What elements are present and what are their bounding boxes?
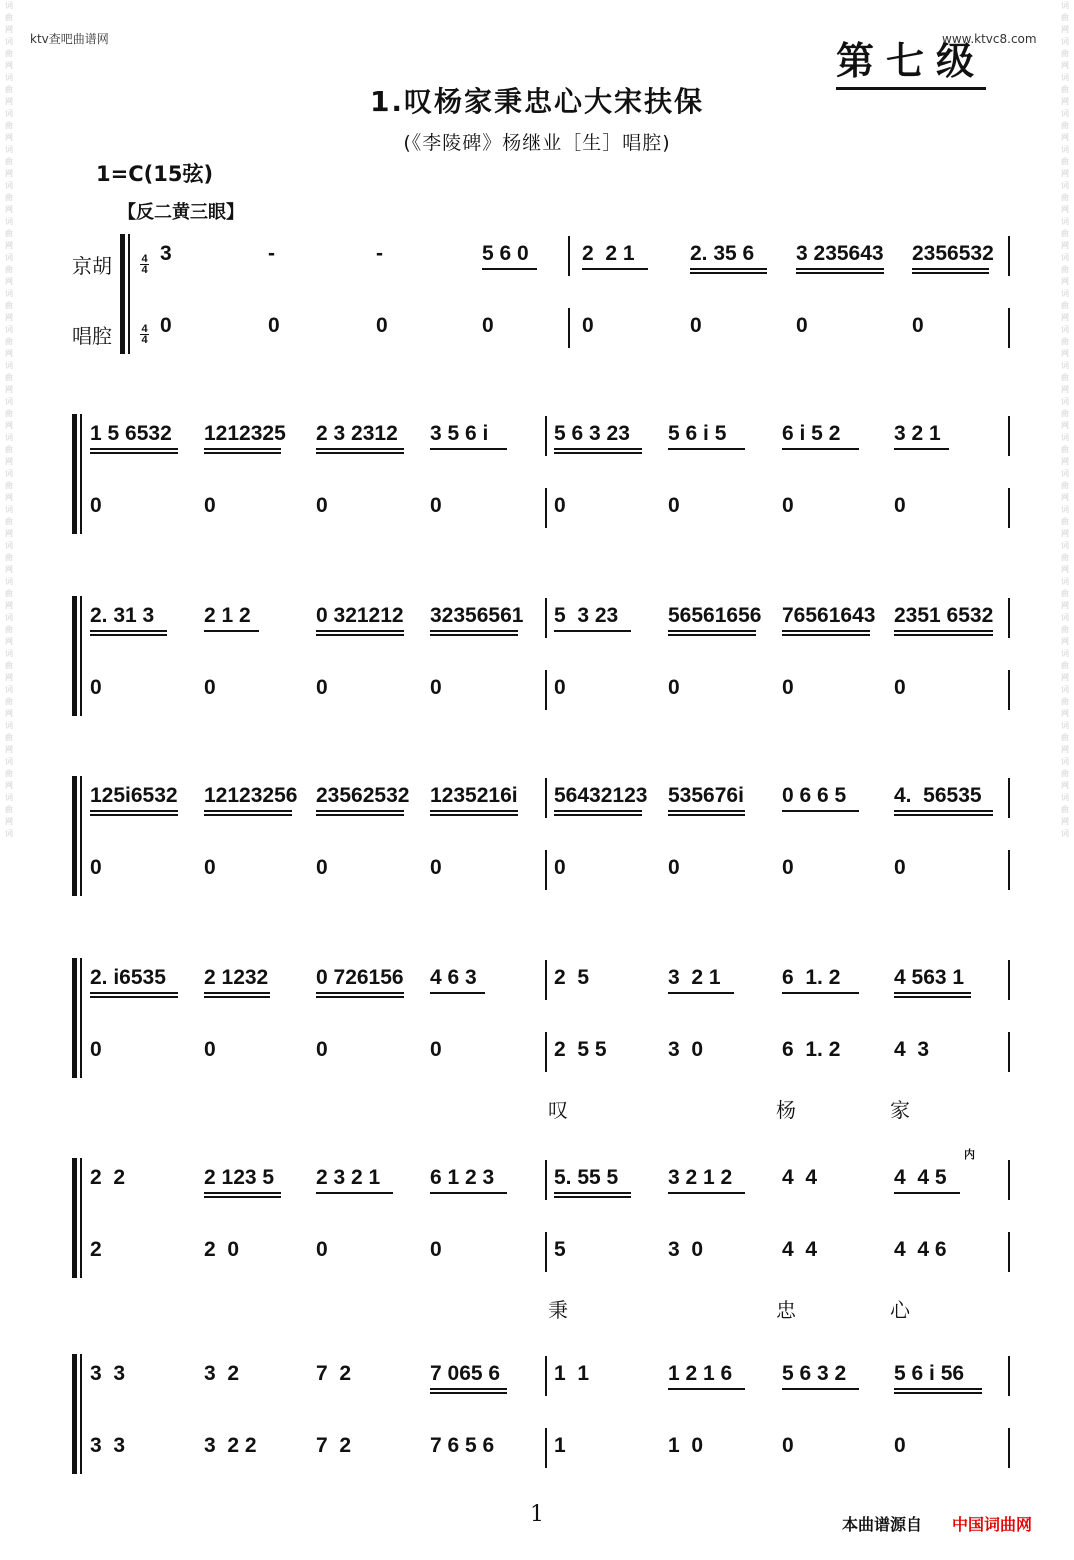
jinghu-measure-beat: 3 2 1 xyxy=(668,966,721,989)
key-signature: 1=C(15弦) xyxy=(96,162,214,186)
changqiang-measure-beat: 0 xyxy=(268,314,280,337)
changqiang-measure-beat: 7 6 5 6 xyxy=(430,1434,495,1457)
beam-underline xyxy=(554,814,642,816)
system-bracket xyxy=(72,958,77,1078)
jinghu-measure-beat: - xyxy=(376,242,383,265)
barline xyxy=(545,960,547,1000)
changqiang-measure-beat: 0 xyxy=(430,494,442,517)
system-bracket-inner xyxy=(80,958,82,1078)
beam-underline xyxy=(204,1196,281,1198)
beam-underline xyxy=(894,814,993,816)
jinghu-measure-beat: 1 1 xyxy=(554,1362,590,1385)
lyric-char: 叹 xyxy=(548,1098,568,1122)
changqiang-measure-beat: 0 xyxy=(430,1238,442,1261)
beam-underline xyxy=(894,448,949,450)
beam-underline xyxy=(912,272,989,274)
changqiang-measure-beat: 0 xyxy=(668,494,680,517)
changqiang-measure-beat: 0 xyxy=(204,494,216,517)
song-title: 1.叹杨家秉忠心大宋扶保 xyxy=(369,85,705,118)
jinghu-measure-beat: 4 4 5 xyxy=(894,1166,947,1189)
beam-underline xyxy=(668,1388,745,1390)
jinghu-measure-beat: 1235216i xyxy=(430,784,518,807)
system-bracket xyxy=(72,414,77,534)
jinghu-measure-beat: 0 321212 xyxy=(316,604,404,627)
beam-underline xyxy=(316,630,404,632)
changqiang-measure-beat: 2 xyxy=(90,1238,102,1261)
changqiang-measure-beat: 0 xyxy=(204,856,216,879)
jinghu-measure-beat: 0 726156 xyxy=(316,966,404,989)
changqiang-measure-beat: 0 xyxy=(430,676,442,699)
beam-underline xyxy=(668,810,745,812)
beam-underline xyxy=(690,272,767,274)
beam-underline xyxy=(430,1392,507,1394)
performance-mark: 内 xyxy=(964,1148,975,1161)
beam-underline xyxy=(316,810,404,812)
source-site-link[interactable]: 中国词曲网 xyxy=(952,1515,1033,1534)
page-number: 1 xyxy=(530,1502,544,1527)
changqiang-measure-beat: 2 5 5 xyxy=(554,1038,607,1061)
changqiang-measure-beat: 0 xyxy=(430,856,442,879)
changqiang-measure-beat: 0 xyxy=(90,856,102,879)
jinghu-measure-beat: 1 5 6532 xyxy=(90,422,172,445)
jinghu-measure-beat: 2356532 xyxy=(912,242,994,265)
barline xyxy=(1008,1032,1010,1072)
beam-underline xyxy=(782,630,870,632)
watermark-right: 词 曲 网 词 曲 网 词 曲 网 词 曲 网 词 曲 网 词 曲 网 词 曲 网 词 曲 网 词 曲 网 词 曲 网 词 曲 网 词 曲 网 词 曲 网 词 曲 网 词 曲 网 词 曲 网 词 曲 网 词 曲 网 词 曲 网 词 曲 网 词 曲 网 词 曲 网 词 曲 网 词 xyxy=(1061,1,1069,838)
beam-underline xyxy=(90,630,167,632)
beam-underline xyxy=(690,268,767,270)
barline xyxy=(1008,236,1010,276)
jinghu-measure-beat: 3 2 xyxy=(204,1362,240,1385)
barline xyxy=(545,1428,547,1468)
jinghu-measure-beat: 23562532 xyxy=(316,784,410,807)
changqiang-measure-beat: 3 0 xyxy=(668,1238,704,1261)
beam-underline xyxy=(430,810,518,812)
time-signature-jinghu: 4 4 xyxy=(141,253,148,276)
jinghu-measure-beat: 76561643 xyxy=(782,604,876,627)
jinghu-measure-beat: 32356561 xyxy=(430,604,524,627)
barline xyxy=(545,670,547,710)
changqiang-measure-beat: 2 0 xyxy=(204,1238,240,1261)
beam-underline xyxy=(430,1192,507,1194)
barline xyxy=(1008,598,1010,638)
changqiang-measure-beat: 0 xyxy=(582,314,594,337)
jinghu-measure-beat: 2 2 1 xyxy=(582,242,635,265)
barline xyxy=(1008,308,1010,348)
system-bracket xyxy=(72,596,77,716)
changqiang-measure-beat: 0 xyxy=(894,494,906,517)
changqiang-measure-beat: 1 xyxy=(554,1434,566,1457)
changqiang-measure-beat: 0 xyxy=(894,676,906,699)
jinghu-measure-beat: 5 6 i 5 xyxy=(668,422,727,445)
beam-underline xyxy=(554,448,642,450)
changqiang-measure-beat: 0 xyxy=(316,1038,328,1061)
barline xyxy=(545,778,547,818)
changqiang-measure-beat: 0 xyxy=(554,494,566,517)
jinghu-measure-beat: 4. 56535 xyxy=(894,784,982,807)
beam-underline xyxy=(894,630,993,632)
changqiang-measure-beat: 3 2 2 xyxy=(204,1434,257,1457)
changqiang-measure-beat: 0 xyxy=(316,676,328,699)
beam-underline xyxy=(668,992,734,994)
changqiang-measure-beat: 3 0 xyxy=(668,1038,704,1061)
changqiang-measure-beat: 0 xyxy=(554,856,566,879)
changqiang-measure-beat: 0 xyxy=(782,1434,794,1457)
beam-underline xyxy=(668,630,756,632)
jinghu-measure-beat: 2 123 5 xyxy=(204,1166,275,1189)
changqiang-measure-beat: 0 xyxy=(90,1038,102,1061)
beam-underline xyxy=(668,634,756,636)
beam-underline xyxy=(316,634,404,636)
changqiang-measure-beat: 0 xyxy=(90,494,102,517)
beam-underline xyxy=(90,448,178,450)
beam-underline xyxy=(90,452,178,454)
beam-underline xyxy=(894,1388,982,1390)
beam-underline xyxy=(668,1192,745,1194)
beam-underline xyxy=(430,992,485,994)
lyric-char: 家 xyxy=(890,1098,910,1122)
beam-underline xyxy=(204,810,292,812)
beam-underline xyxy=(554,1192,631,1194)
jinghu-measure-beat: 2351 6532 xyxy=(894,604,994,627)
jinghu-measure-beat: 3 2 1 xyxy=(894,422,941,445)
site-name-top-left[interactable]: ktv查吧曲谱网 xyxy=(30,32,109,46)
changqiang-measure-beat: 0 xyxy=(376,314,388,337)
changqiang-measure-beat: 0 xyxy=(782,856,794,879)
changqiang-measure-beat: 3 3 xyxy=(90,1434,126,1457)
beam-underline xyxy=(894,634,993,636)
changqiang-measure-beat: 0 xyxy=(668,856,680,879)
changqiang-measure-beat: 0 xyxy=(430,1038,442,1061)
beam-underline xyxy=(894,992,971,994)
changqiang-measure-beat: 0 xyxy=(204,676,216,699)
barline xyxy=(545,416,547,456)
jinghu-measure-beat: 4 6 3 xyxy=(430,966,477,989)
changqiang-measure-beat: 0 xyxy=(894,1434,906,1457)
jinghu-measure-beat: 7 065 6 xyxy=(430,1362,501,1385)
beam-underline xyxy=(204,1192,281,1194)
changqiang-measure-beat: 5 xyxy=(554,1238,566,1261)
barline xyxy=(545,1160,547,1200)
jinghu-measure-beat: 3 xyxy=(160,242,172,265)
jinghu-measure-beat: 3 3 xyxy=(90,1362,126,1385)
barline xyxy=(568,308,570,348)
jinghu-measure-beat: 5 3 23 xyxy=(554,604,619,627)
changqiang-measure-beat: 0 xyxy=(316,494,328,517)
beam-underline xyxy=(796,268,884,270)
beam-underline xyxy=(316,452,404,454)
jinghu-measure-beat: 5 6 i 56 xyxy=(894,1362,965,1385)
beam-underline xyxy=(430,1388,507,1390)
part-label-jinghu: 京胡 xyxy=(72,254,112,278)
changqiang-measure-beat: 0 xyxy=(668,676,680,699)
beam-underline xyxy=(204,452,281,454)
barline xyxy=(568,236,570,276)
banqiang-label: 【反二黄三眼】 xyxy=(118,202,244,223)
beam-underline xyxy=(894,810,993,812)
jinghu-measure-beat: 2 2 xyxy=(90,1166,126,1189)
system-bracket xyxy=(72,1354,77,1474)
jinghu-measure-beat: 6 1. 2 xyxy=(782,966,841,989)
jinghu-measure-beat: 3 235643 xyxy=(796,242,884,265)
jinghu-measure-beat: 56561656 xyxy=(668,604,762,627)
jinghu-measure-beat: 2. 31 3 xyxy=(90,604,155,627)
jinghu-measure-beat: 2. i6535 xyxy=(90,966,166,989)
changqiang-measure-beat: 0 xyxy=(160,314,172,337)
jinghu-measure-beat: 5 6 3 23 xyxy=(554,422,630,445)
jinghu-measure-beat: 56432123 xyxy=(554,784,648,807)
site-url-top-right[interactable]: www.ktvc8.com xyxy=(942,32,1037,46)
beam-underline xyxy=(554,452,642,454)
beam-underline xyxy=(796,272,884,274)
song-subtitle: (《李陵碑》杨继业［生］唱腔) xyxy=(403,132,671,154)
jinghu-measure-beat: 4 563 1 xyxy=(894,966,965,989)
jinghu-measure-beat: 5 6 3 2 xyxy=(782,1362,847,1385)
changqiang-measure-beat: 0 xyxy=(316,856,328,879)
beam-underline xyxy=(430,634,518,636)
system-bracket xyxy=(120,234,125,354)
changqiang-measure-beat: 6 1. 2 xyxy=(782,1038,841,1061)
beam-underline xyxy=(90,996,178,998)
beam-underline xyxy=(90,810,178,812)
changqiang-measure-beat: 7 2 xyxy=(316,1434,352,1457)
changqiang-measure-beat: 0 xyxy=(894,856,906,879)
beam-underline xyxy=(316,814,404,816)
changqiang-measure-beat: 0 xyxy=(482,314,494,337)
barline xyxy=(1008,778,1010,818)
jinghu-measure-beat: 7 2 xyxy=(316,1362,352,1385)
jinghu-measure-beat: 3 5 6 i xyxy=(430,422,489,445)
barline xyxy=(545,598,547,638)
changqiang-measure-beat: 0 xyxy=(316,1238,328,1261)
beam-underline xyxy=(668,814,745,816)
beam-underline xyxy=(90,814,178,816)
beam-underline xyxy=(554,1196,631,1198)
beam-underline xyxy=(90,634,167,636)
system-bracket-inner xyxy=(80,596,82,716)
system-bracket-inner xyxy=(80,1158,82,1278)
beam-underline xyxy=(554,810,642,812)
beam-underline xyxy=(316,992,404,994)
barline xyxy=(545,488,547,528)
jinghu-measure-beat: 6 1 2 3 xyxy=(430,1166,495,1189)
jinghu-measure-beat: 2 3 2 1 xyxy=(316,1166,381,1189)
beam-underline xyxy=(894,1392,982,1394)
jinghu-measure-beat: 3 2 1 2 xyxy=(668,1166,733,1189)
beam-underline xyxy=(204,448,281,450)
jinghu-measure-beat: 4 4 xyxy=(782,1166,818,1189)
beam-underline xyxy=(204,814,292,816)
beam-underline xyxy=(782,992,859,994)
changqiang-measure-beat: 0 xyxy=(782,676,794,699)
system-bracket-inner xyxy=(80,414,82,534)
jinghu-measure-beat: 2. 35 6 xyxy=(690,242,755,265)
beam-underline xyxy=(316,1192,393,1194)
jinghu-measure-beat: 2 5 xyxy=(554,966,590,989)
beam-underline xyxy=(90,992,178,994)
jinghu-measure-beat: 125i6532 xyxy=(90,784,178,807)
jinghu-measure-beat: 5. 55 5 xyxy=(554,1166,619,1189)
watermark-left: 词 曲 网 词 曲 网 词 曲 网 词 曲 网 词 曲 网 词 曲 网 词 曲 网 词 曲 网 词 曲 网 词 曲 网 词 曲 网 词 曲 网 词 曲 网 词 曲 网 词 曲 网 词 曲 网 词 曲 网 词 曲 网 词 曲 网 词 曲 网 词 曲 网 词 曲 网 词 曲 网 词 xyxy=(5,1,13,838)
source-label: 本曲谱源自 xyxy=(842,1515,923,1534)
barline xyxy=(1008,1428,1010,1468)
barline xyxy=(1008,1160,1010,1200)
beam-underline xyxy=(894,1192,960,1194)
system-bracket xyxy=(72,776,77,896)
beam-underline xyxy=(782,810,859,812)
jinghu-measure-beat: 2 1 2 xyxy=(204,604,251,627)
barline xyxy=(1008,1356,1010,1396)
beam-underline xyxy=(316,996,404,998)
jinghu-measure-beat: 1 2 1 6 xyxy=(668,1362,733,1385)
beam-underline xyxy=(430,630,518,632)
jinghu-measure-beat: 6 i 5 2 xyxy=(782,422,841,445)
system-bracket xyxy=(72,1158,77,1278)
beam-underline xyxy=(782,634,870,636)
barline xyxy=(545,1356,547,1396)
jinghu-measure-beat: 1212325 xyxy=(204,422,286,445)
changqiang-measure-beat: 0 xyxy=(690,314,702,337)
lyric-char: 心 xyxy=(890,1298,910,1322)
system-bracket-inner xyxy=(80,1354,82,1474)
lyric-char: 杨 xyxy=(776,1098,796,1122)
changqiang-measure-beat: 0 xyxy=(782,494,794,517)
beam-underline xyxy=(582,268,648,270)
changqiang-measure-beat: 1 0 xyxy=(668,1434,704,1457)
changqiang-measure-beat: 4 4 xyxy=(782,1238,818,1261)
system-bracket-inner xyxy=(128,234,130,354)
beam-underline xyxy=(554,630,631,632)
beam-underline xyxy=(204,996,270,998)
beam-underline xyxy=(316,448,404,450)
barline xyxy=(1008,670,1010,710)
beam-underline xyxy=(668,448,745,450)
changqiang-measure-beat: 0 xyxy=(90,676,102,699)
part-label-changqiang: 唱腔 xyxy=(72,324,112,348)
changqiang-measure-beat: 0 xyxy=(554,676,566,699)
jinghu-measure-beat: 2 1232 xyxy=(204,966,269,989)
jinghu-measure-beat: 535676i xyxy=(668,784,744,807)
lyric-char: 秉 xyxy=(548,1298,568,1322)
barline xyxy=(545,850,547,890)
time-signature-changqiang: 4 4 xyxy=(141,323,148,346)
jinghu-measure-beat: 0 6 6 5 xyxy=(782,784,847,807)
barline xyxy=(1008,960,1010,1000)
beam-underline xyxy=(430,814,518,816)
beam-underline xyxy=(782,448,859,450)
changqiang-measure-beat: 0 xyxy=(204,1038,216,1061)
beam-underline xyxy=(204,992,270,994)
jinghu-measure-beat: 2 3 2312 xyxy=(316,422,398,445)
beam-underline xyxy=(430,448,507,450)
beam-underline xyxy=(894,996,971,998)
barline xyxy=(1008,1232,1010,1272)
beam-underline xyxy=(204,630,259,632)
jinghu-measure-beat: 12123256 xyxy=(204,784,298,807)
level-heading: 第七级 xyxy=(836,30,986,90)
beam-underline xyxy=(912,268,989,270)
lyric-char: 忠 xyxy=(776,1298,796,1322)
beam-underline xyxy=(782,1388,859,1390)
barline xyxy=(545,1232,547,1272)
changqiang-measure-beat: 0 xyxy=(796,314,808,337)
jinghu-measure-beat: - xyxy=(268,242,275,265)
jinghu-measure-beat: 5 6 0 xyxy=(482,242,529,265)
changqiang-measure-beat: 0 xyxy=(912,314,924,337)
changqiang-measure-beat: 4 4 6 xyxy=(894,1238,947,1261)
barline xyxy=(1008,416,1010,456)
barline xyxy=(1008,850,1010,890)
barline xyxy=(545,1032,547,1072)
system-bracket-inner xyxy=(80,776,82,896)
beam-underline xyxy=(482,268,537,270)
changqiang-measure-beat: 4 3 xyxy=(894,1038,930,1061)
barline xyxy=(1008,488,1010,528)
